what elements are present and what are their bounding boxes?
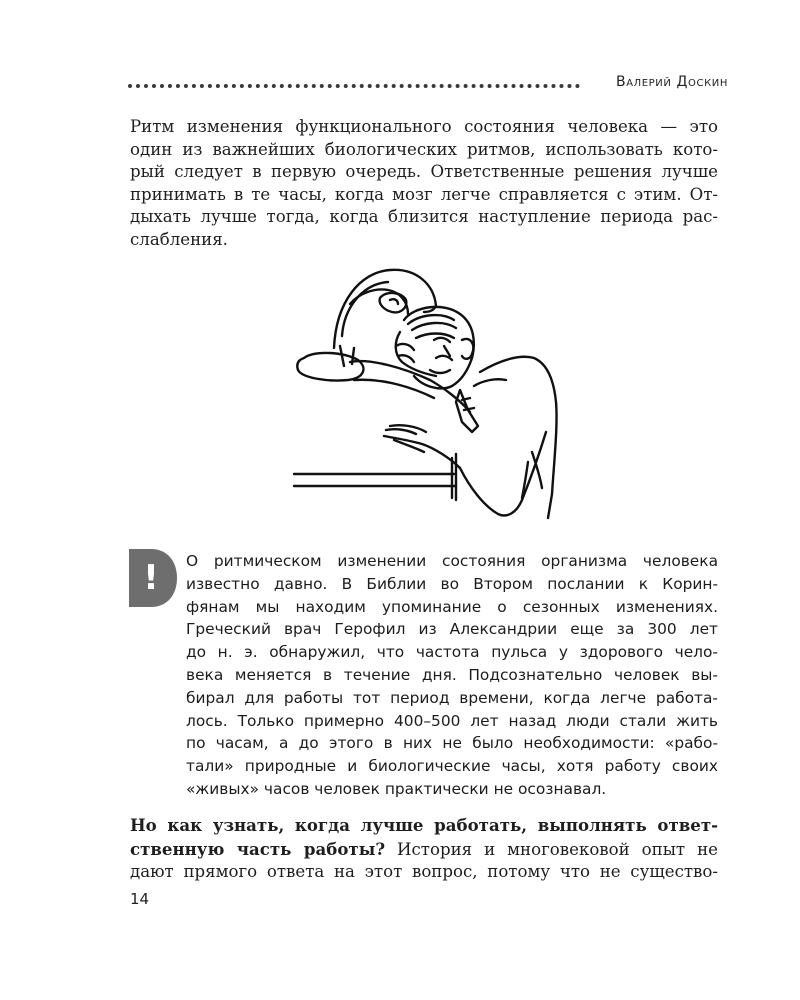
- note-line: по часам, а до этого в них не было необходимости: «рабо-: [186, 734, 718, 753]
- paragraph-line: дыхать лучше тогда, когда близится наступление периода рас-: [130, 207, 718, 227]
- exclamation-icon: [129, 549, 177, 607]
- note-line: фянам мы находим упоминание о сезонных изменениях.: [186, 597, 718, 616]
- paragraph-line: [130, 838, 718, 862]
- paragraph-line: принимать в те часы, когда мозг легче справляется с этим. От-: [130, 184, 718, 204]
- paragraph-line: рый следует в первую очередь. Ответственные решения лучше: [130, 162, 718, 182]
- paragraph-line: слабления.: [130, 229, 228, 249]
- page-number: 14: [130, 890, 150, 908]
- note-line: лось. Только примерно 400–500 лет назад люди стали жить: [186, 711, 718, 730]
- bold-question-part-1: Но как узнать, когда лучше работать, выполнять ответ-: [130, 815, 718, 835]
- note-line: «живых» часов человек практически не осознавал.: [186, 779, 607, 798]
- note-line: тали» природные и биологические часы, хотя работу своих: [186, 757, 718, 776]
- note-line: века меняется в течение дня. Подсознательно человек вы-: [186, 665, 718, 684]
- bold-question-part-2: ственную часть работы?: [130, 838, 386, 859]
- paragraph-line: один из важнейших биологических ритмов, использовать кото-: [130, 139, 718, 159]
- sleeping-man-at-desk-illustration: [284, 262, 580, 522]
- paragraph-text: История и многовековой опыт не: [385, 839, 718, 859]
- body-paragraph-1: [130, 116, 718, 252]
- note-line: известно давно. В Библии во Втором послании к Корин-: [186, 574, 718, 593]
- running-head-author: Валерий Доскин: [615, 74, 728, 90]
- paragraph-line: дают прямого ответа на этот вопрос, потому что не существо-: [130, 862, 718, 882]
- note-line: до н. э. обнаружил, что частота пульса у здорового чело-: [186, 643, 718, 662]
- note-line: О ритмическом изменении состояния организма человека: [186, 552, 718, 570]
- sidebar-note: [186, 550, 718, 801]
- note-line: Греческий врач Герофил из Александрии еще за 300 лет: [186, 620, 718, 639]
- paragraph-line: Ритм изменения функционального состояния человека — это: [130, 117, 718, 136]
- paragraph-line: [130, 814, 718, 838]
- header-dotted-rule: [128, 84, 580, 92]
- body-paragraph-2: [130, 814, 718, 884]
- note-line: бирал для работы тот период времени, когда легче работа-: [186, 688, 718, 707]
- exclamation-mark: !: [143, 558, 159, 598]
